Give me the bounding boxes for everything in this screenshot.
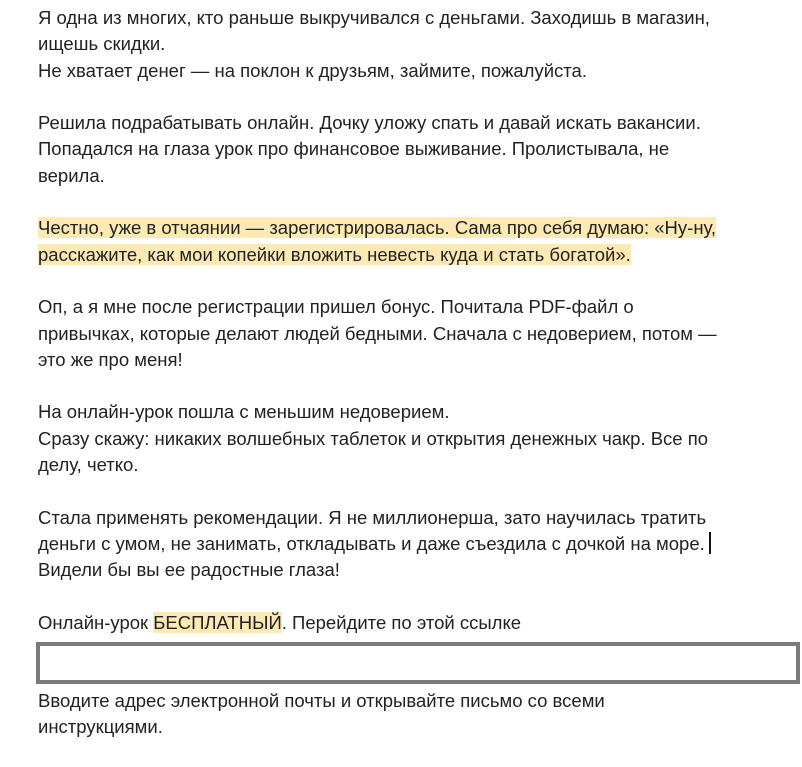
text-cursor xyxy=(709,532,711,554)
text-line: Решила подрабатывать онлайн. Дочку уложу спать и давай искать вакансии. xyxy=(38,112,701,134)
paragraph-8 xyxy=(38,688,798,741)
paragraph-6 xyxy=(38,505,798,584)
highlighted-text-line: Честно, уже в отчаянии — зарегистрировалась. Сама про себя думаю: «Ну-ну, xyxy=(38,217,717,239)
text-line: ищешь скидки. xyxy=(38,33,166,55)
highlighted-text-line: расскажите, как мои копейки вложить невесть куда и стать богатой». xyxy=(38,243,631,265)
text-line: Я одна из многих, кто раньше выкручивался с деньгами. Заходишь в магазин, xyxy=(38,7,710,28)
text-segment: . Перейдите по этой ссылке xyxy=(281,611,522,633)
paragraph-1 xyxy=(38,5,798,84)
text-line: Оп, а я мне после регистрации пришел бонус. Почитала PDF-файл о xyxy=(38,296,634,318)
highlighted-paragraph xyxy=(38,215,798,268)
text-line: Стала применять рекомендации. Я не миллионерша, зато научилась тратить xyxy=(38,506,707,528)
text-segment: Онлайн-урок xyxy=(38,611,154,633)
text-line: деньги с умом, не занимать, откладывать и даже съездила с дочкой на море. xyxy=(38,532,705,554)
text-line: верила. xyxy=(38,164,105,186)
text-line: Не хватает денег — на поклон к друзьям, займите, пожалуйста. xyxy=(38,59,587,81)
text-line: Вводите адрес электронной почты и открывайте письмо со всеми xyxy=(38,690,605,712)
text-line: делу, четко. xyxy=(38,454,139,476)
paragraph-2 xyxy=(38,110,798,189)
text-line: инструкциями. xyxy=(38,716,163,738)
email-input[interactable] xyxy=(36,642,800,684)
text-line: Попадался на глаза урок про финансовое выживание. Пролистывала, не xyxy=(38,138,670,160)
free-highlight: БЕСПЛАТНЫЙ xyxy=(153,611,282,633)
text-line: Видели бы вы ее радостные глаза! xyxy=(38,559,340,581)
paragraph-link xyxy=(38,610,798,636)
paragraph-4 xyxy=(38,294,798,373)
text-line: это же про меня! xyxy=(38,348,183,370)
paragraph-5 xyxy=(38,399,798,478)
text-line: На онлайн-урок пошла с меньшим недоверием. xyxy=(38,401,450,423)
text-line: Сразу скажу: никаких волшебных таблеток и открытия денежных чакр. Все по xyxy=(38,427,709,449)
text-line: привычках, которые делают людей бедными. Сначала с недоверием, потом — xyxy=(38,322,717,344)
article-body xyxy=(38,5,798,741)
